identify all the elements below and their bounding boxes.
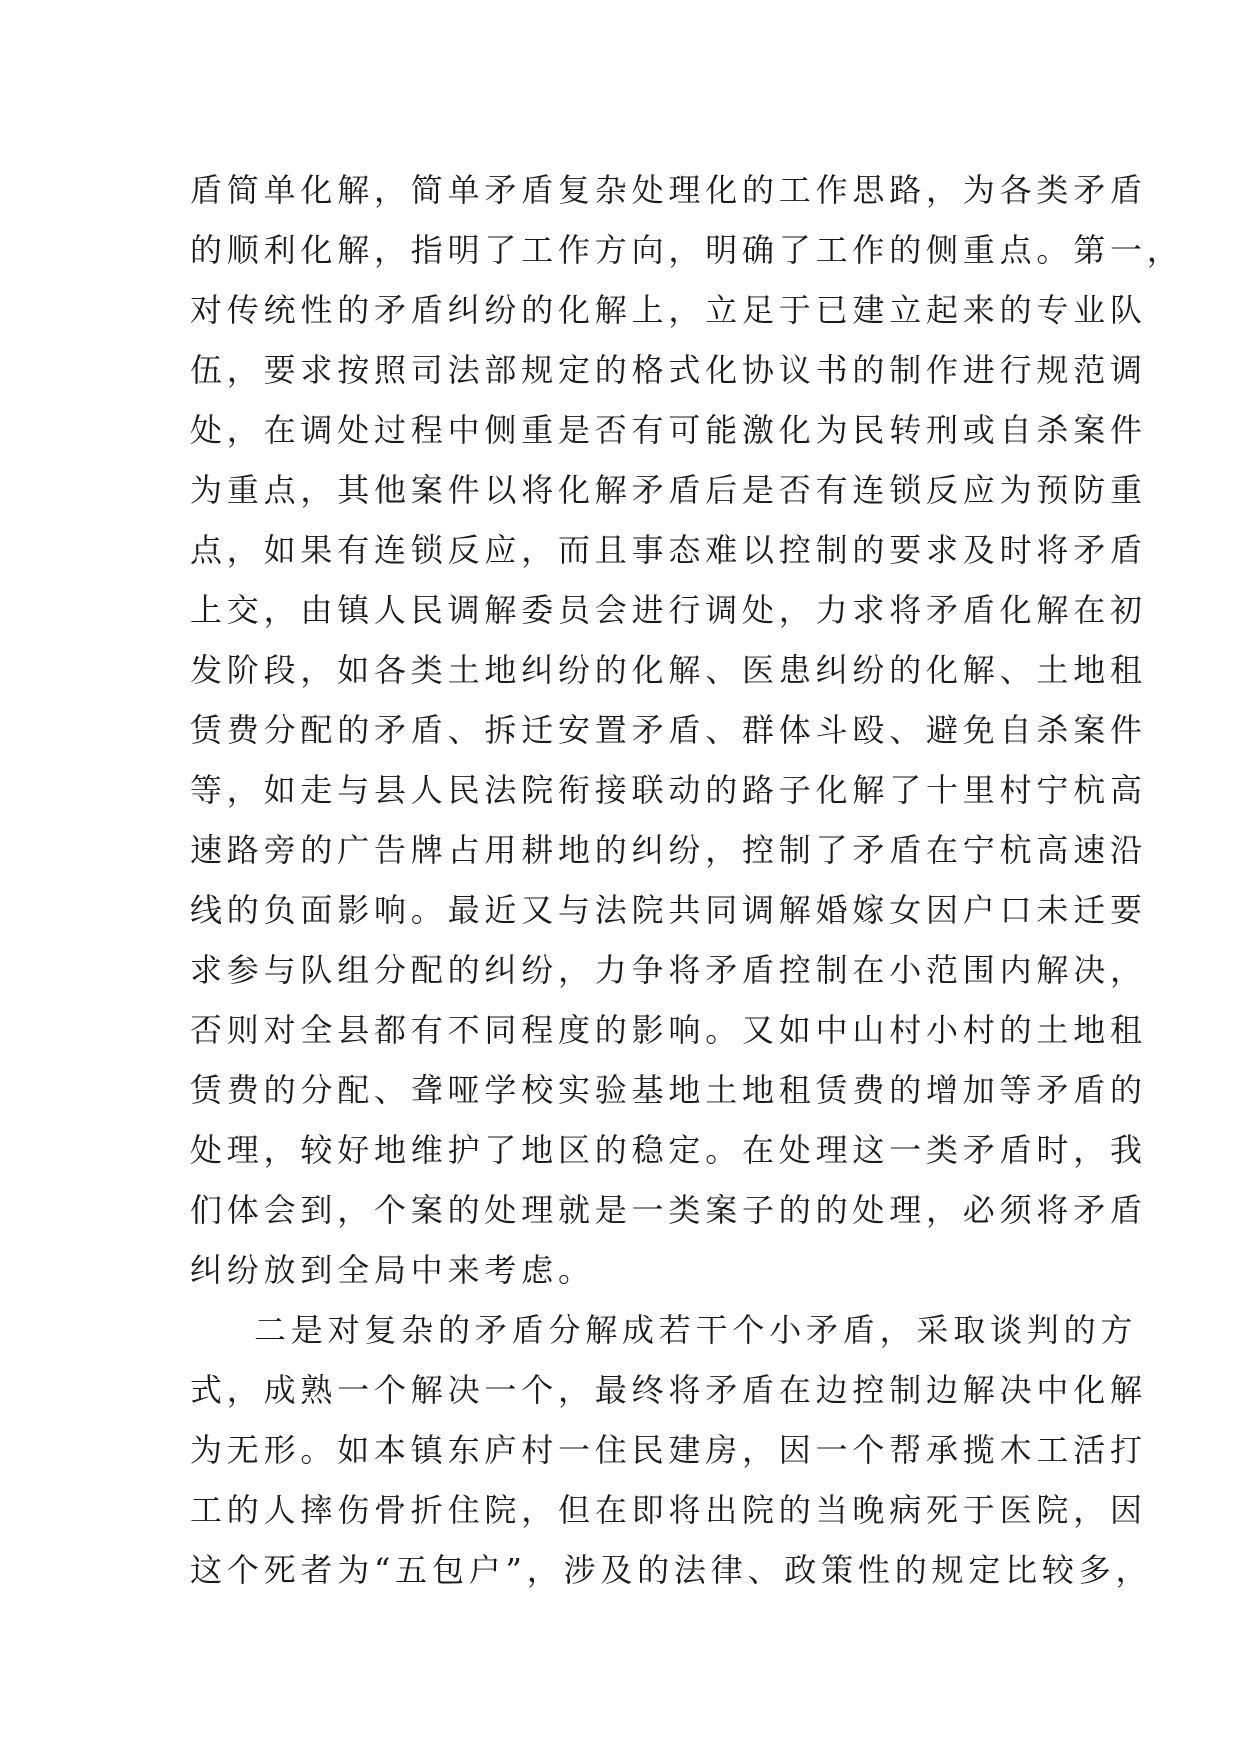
text-line: 为无形。如本镇东庐村一住民建房，因一个帮承揽木工活打 (190, 1431, 1147, 1469)
text-line: 为重点，其他案件以将化解矛盾后是否有连锁反应为预防重 (190, 471, 1147, 509)
text-line: 的顺利化解，指明了工作方向，明确了工作的侧重点。第一， (190, 231, 1184, 269)
text-line: 处理，较好地维护了地区的稳定。在处理这一类矛盾时，我 (190, 1131, 1147, 1169)
text-line: 式，成熟一个解决一个，最终将矛盾在边控制边解决中化解 (190, 1371, 1147, 1409)
body-text (190, 160, 1184, 1600)
text-line: 伍，要求按照司法部规定的格式化协议书的制作进行规范调 (190, 351, 1147, 389)
text-line: 速路旁的广告牌占用耕地的纠纷，控制了矛盾在宁杭高速沿 (190, 831, 1147, 869)
text-line: 发阶段，如各类土地纠纷的化解、医患纠纷的化解、土地租 (190, 651, 1147, 689)
text-line: 盾简单化解，简单矛盾复杂处理化的工作思路，为各类矛盾 (190, 171, 1147, 209)
paragraph-start-line: 二是对复杂的矛盾分解成若干个小矛盾，采取谈判的方 (254, 1311, 1138, 1349)
text-line: 上交，由镇人民调解委员会进行调处，力求将矛盾化解在初 (190, 591, 1147, 629)
text-line: 赁费分配的矛盾、拆迁安置矛盾、群体斗殴、避免自杀案件 (190, 711, 1147, 749)
text-line: 这个死者为“五包户”，涉及的法律、政策性的规定比较多， (190, 1551, 1153, 1589)
text-line: 否则对全县都有不同程度的影响。又如中山村小村的土地租 (190, 1011, 1147, 1049)
text-line: 们体会到，个案的处理就是一类案子的的处理，必须将矛盾 (190, 1191, 1147, 1229)
text-line: 处，在调处过程中侧重是否有可能激化为民转刑或自杀案件 (190, 411, 1147, 449)
text-line: 工的人摔伤骨折住院，但在即将出院的当晚病死于医院，因 (190, 1491, 1147, 1529)
text-line: 点，如果有连锁反应，而且事态难以控制的要求及时将矛盾 (190, 531, 1147, 569)
text-line: 线的负面影响。最近又与法院共同调解婚嫁女因户口未迁要 (190, 891, 1147, 929)
text-line: 等，如走与县人民法院衔接联动的路子化解了十里村宁杭高 (190, 771, 1147, 809)
text-line: 纠纷放到全局中来考虑。 (190, 1251, 595, 1289)
text-line: 对传统性的矛盾纠纷的化解上，立足于已建立起来的专业队 (190, 291, 1147, 329)
text-line: 求参与队组分配的纠纷，力争将矛盾控制在小范围内解决， (190, 951, 1147, 989)
text-line: 赁费的分配、聋哑学校实验基地土地租赁费的增加等矛盾的 (190, 1071, 1147, 1109)
